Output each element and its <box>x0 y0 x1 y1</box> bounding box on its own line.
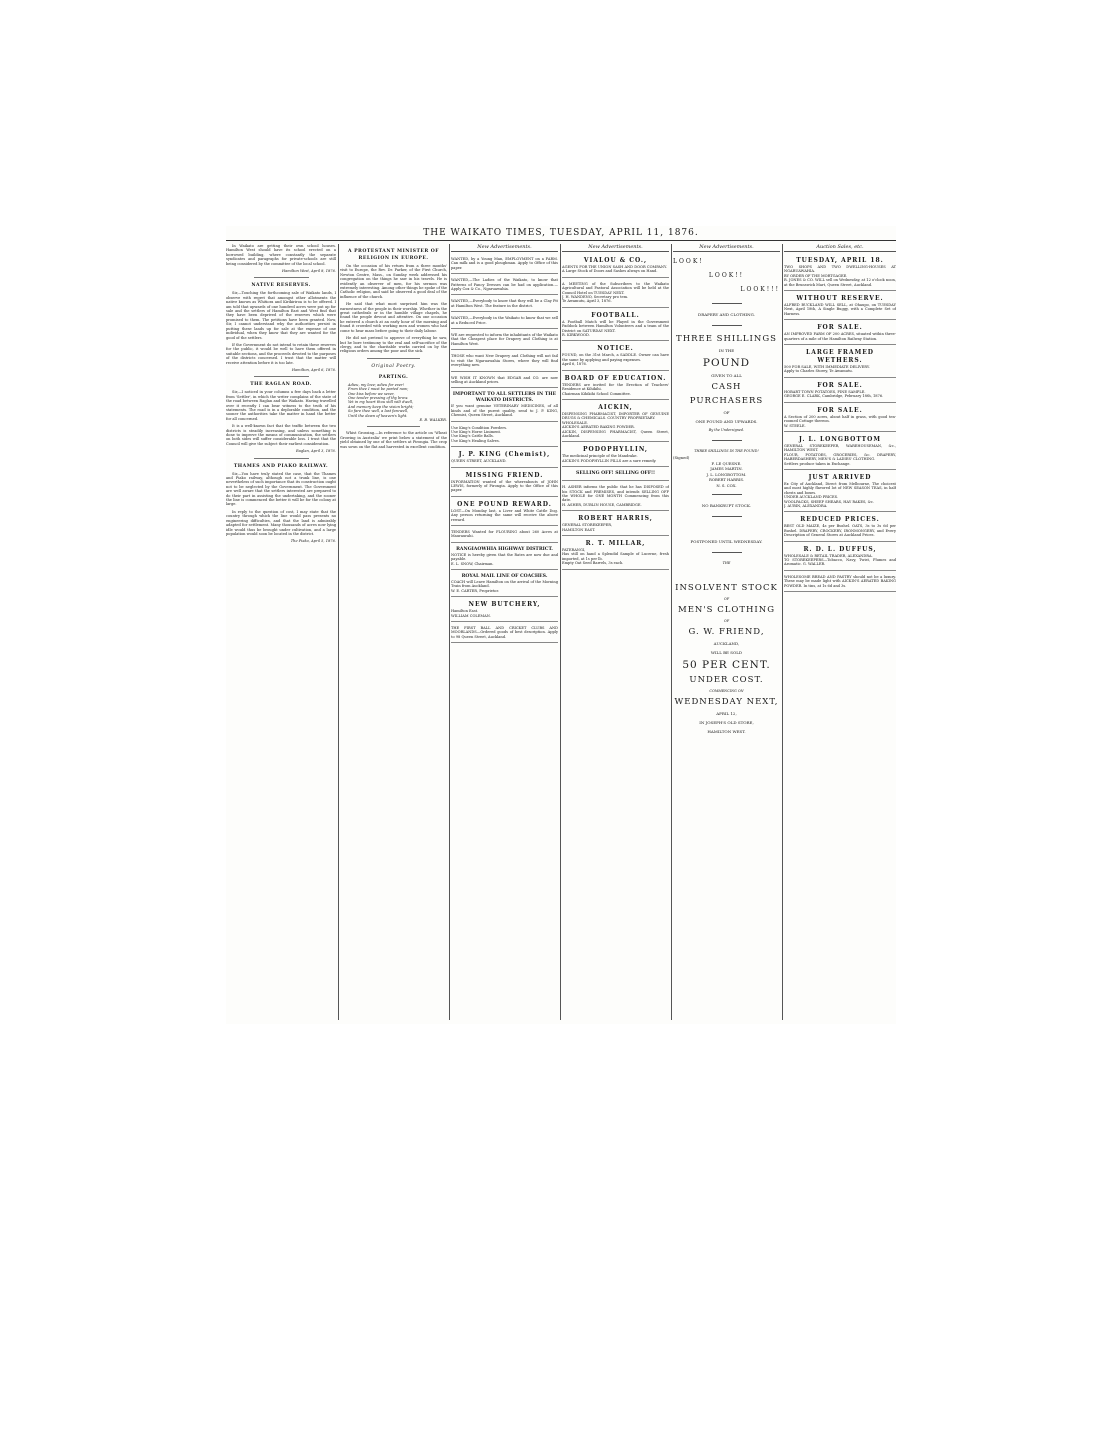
ad-text: AN IMPROVED FARM OF 200 ACRES, situated within three-quarters of a mile of the Hamilton Railway Station. <box>784 332 896 341</box>
column-letters <box>226 244 336 1020</box>
ad-text: J. H. WANDENO, Secretary pro tem. <box>562 295 629 300</box>
no-bankrupt-text: NO BANKRUPT STOCK. <box>701 503 752 508</box>
ad-text: AGENTS FOR THE UNION SASH AND DOOR COMPANY. <box>562 265 668 269</box>
advertisement <box>784 255 896 291</box>
ad-text: Chairman Kihikihi School Committee. <box>562 391 631 396</box>
advertisement <box>451 449 558 467</box>
of-text: OF <box>723 410 730 415</box>
ad-text: WOOLPACKS, SHEEP SHEARS, HAY RAKES, &c. <box>784 499 874 504</box>
advertisement <box>784 472 896 512</box>
ad-title: RANGIAOWHIA HIGHWAY DISTRICT. <box>456 546 553 552</box>
article-title: A PROTESTANT MINISTER OF RELIGION IN EUROPE. <box>347 249 440 261</box>
ad-text: THOSE who want New Drapery and Clothing will not fail to visit the Ngaruawahia Stores, where they will find everything new. <box>451 354 558 368</box>
paragraph: He said that what most surprised him was the earnestness of the people in their worship. Whether in the great cathedrals or in the humble village chapels, he found the people devout and attentive. On one occasion he entered a church at an early hour of the morning and found it crowded with working men and women who had come to hear mass before going to their daily labour. <box>340 302 447 333</box>
drapery-heading: DRAPERY AND CLOTHING. <box>698 312 755 317</box>
ad-text: W. E. CARTER, Proprietor. <box>451 588 499 593</box>
given-text: GIVEN TO ALL <box>711 373 742 378</box>
divider <box>712 440 742 441</box>
advertisement <box>451 255 558 274</box>
look-heading: LOOK!!! <box>740 286 780 293</box>
ad-text: WILLIAM COLEMAN. <box>451 613 491 618</box>
mens-clothing-heading: MEN'S CLOTHING <box>678 605 775 615</box>
poem-line: So fare thee well, a last farewell, <box>348 409 409 414</box>
column-auction <box>784 244 896 1020</box>
advertisement <box>451 572 558 597</box>
advertisement <box>562 444 669 467</box>
ad-text: FLOUR, POTATOES, GROCERIES, &c. DRAPERY, HABERDASHERY, MEN'S & LADIES' CLOTHING. <box>784 452 896 462</box>
paragraph: Hamilton, April 6, 1876. <box>291 367 336 372</box>
advertisement <box>451 545 558 570</box>
ad-text: INFORMATION wanted of the whereabouts of JOHN LEWIS, formerly of Pirongia. Apply to the Office of this paper. <box>451 479 558 493</box>
divider <box>712 516 742 517</box>
paragraph: The Piako, April 5, 1876. <box>290 539 336 544</box>
divider <box>712 494 742 495</box>
divider <box>367 426 421 427</box>
ad-text: TO STOREKEEPERS—Tobacco, Navy, Twist, Plumes and Aromatic. G. WALLER. <box>784 558 896 567</box>
poem-title: PARTING. <box>378 374 409 380</box>
advertisement <box>562 538 669 570</box>
cash-purchasers-heading: CASH PURCHASERS <box>689 382 764 406</box>
advertisement <box>784 293 896 320</box>
postponed-text: POSTPONED UNTIL WEDNESDAY. <box>690 539 763 544</box>
divider <box>254 458 309 459</box>
ad-text: 500 FOR SALE, WITH IMMEDIATE DELIVERY. <box>784 365 870 370</box>
advertisement <box>784 347 896 378</box>
ad-title: NOTICE. <box>597 345 634 353</box>
advertisement <box>784 322 896 345</box>
signer: N. S. COX. <box>716 482 737 488</box>
will-be-sold-text: WILL BE SOLD <box>710 650 743 655</box>
ad-text: UNDER AUCKLAND PRICES. <box>784 495 839 500</box>
ad-title: ROYAL MAIL LINE OF COACHES. <box>461 574 548 580</box>
advertisement <box>784 434 896 470</box>
column-header: New Advertisements. <box>562 244 669 252</box>
ad-text: HAMILTON EAST. <box>562 527 596 532</box>
ad-text: FOUND, on the 31st March, a SADDLE. Owner can have the same by applying and paying expenses. <box>562 353 669 362</box>
section-title: THE RAGLAN ROAD. <box>250 382 312 388</box>
poetry-section-title: Original Poetry. <box>371 363 416 369</box>
newspaper-page <box>226 226 896 1024</box>
ad-text: BY ORDER OF THE MORTGAGEE. <box>784 273 848 278</box>
column-rule <box>671 244 672 1020</box>
ad-text: DISPENSING PHARMACIST, IMPORTER OF GENUINE DRUGS & CHEMICALS. COUNTRY PROPRIETARY. <box>562 411 669 421</box>
ad-text: Empty Oat Seed Barrels, 3s each. <box>562 561 624 566</box>
ad-title: REDUCED PRICES. <box>800 516 880 524</box>
advertisement <box>784 405 896 432</box>
ad-title: R. T. MILLAR, <box>585 540 646 547</box>
paragraph: In reply to the question of cost, I may state that the country through which the line would pass presents no engineering difficulties, and that the land is admirably adapted for settlement. Many thousands of acres now lying idle would thus be brought under cultivation, and a large population would soon be located in the district. <box>226 509 336 536</box>
divider <box>712 552 742 553</box>
ad-title: FOOTBALL. <box>591 311 640 319</box>
ad-title: AICKIN, <box>598 403 633 411</box>
ad-title: IMPORTANT TO ALL SETTLERS IN THE WAIKATO DISTRICTS. <box>452 392 557 404</box>
ad-text: A Football Match will be Played in the Government Paddock between Hamilton Volunteers and a team of the District on SATURDAY NEXT. <box>562 319 669 333</box>
ad-text: H. ASHER, DUBLIN HOUSE, CAMBRIDGE. <box>562 502 642 507</box>
ad-text: R. JONES & CO. WILL sell on Wednesday, at 12 o'clock noon, at the Brunswick Mart, Queen Street, Auckland. <box>784 278 896 287</box>
paragraph: Whist Grossing.—In reference to the article on 'Wheat Growing in Australia' we print below a statement of the yield obtained by one of the settlers at Pirongia. The crop was sown on the flat and harvested in excellent condition. <box>340 431 447 449</box>
advertisement <box>562 513 669 536</box>
column-rule <box>560 244 561 1020</box>
ad-text: BEST OLD MAIZE, 4s per Bushel. OATS, 3s to 3s 6d per Bushel. DRAPERY, CROCKERY, IRONMONGERY, and Every Description of General Stores at Auckland Prices. <box>784 524 896 538</box>
poem-line: Until the dawn of heaven's light. <box>348 413 408 418</box>
under-cost-heading: UNDER COST. <box>689 675 764 685</box>
advertisement <box>562 280 669 308</box>
advertisement <box>451 276 558 295</box>
ad-text: A MEETING of the Subscribers to the Waikato Agricultural and Pastoral Association will be held at the Council Hotel on TUESDAY NEXT. <box>562 281 669 295</box>
advertisement <box>784 380 896 403</box>
column-ads-2 <box>562 244 669 1020</box>
ad-text: E. L. SNOW, Chairman. <box>451 561 494 566</box>
paragraph: Sir,—You have truly stated the case, that the Thames and Piako railway, although not a trunk line, is one nevertheless of such importance that its construction ought not to be neglected by the Government. The Government are well aware that the settlers interested are prepared to do their part in assisting the undertaking, and the sooner the line is commenced the better it will be for the colony at large. <box>226 471 336 507</box>
ad-title: PODOPHYLLIN, <box>582 446 649 454</box>
advertisement <box>784 573 896 592</box>
paragraph: On the occasion of his return from a three months' visit to Europe, the Rev. Dr. Parker, of the First Church, Newton Centre, Mass., on Sunday week addressed his congregation on the things he saw in his travels. He is evidently an observer of men, for his sermon was extremely interesting. Among other things he spoke of the Catholic religion, and said he observed a good deal of the influence of the church. <box>340 264 447 299</box>
one-pound-text: ONE POUND AND UPWARDS. <box>695 419 758 424</box>
advertisement <box>562 373 669 400</box>
paragraph: He did not pretend to approve of everything he saw, but he bore testimony to the zeal and self-sacrifice of the clergy, and to the charitable works carried on by the religious orders among the poor and the sick. <box>340 336 447 354</box>
column-header: New Advertisements. <box>451 244 558 252</box>
ad-text: A Large Stock of Doors and Sashes always on Hand. <box>562 269 658 274</box>
ad-text: PATERANGI, <box>562 548 586 552</box>
advertisement <box>562 255 669 278</box>
paragraph: If the Government do not intend to retain these reserves for the public, it would be well to have them offered in suitable sections, and the proceeds devoted to the purposes of the districts concerned. I trust that the matter will receive attention before it is too late. <box>226 342 336 365</box>
commencing-text: COMMENCING ON <box>709 689 744 693</box>
insolvent-stock-heading: INSOLVENT STOCK <box>675 583 778 593</box>
ad-title: ONE POUND REWARD. <box>457 500 552 508</box>
ad-text: Has still on hand a Splendid Sample of Lucerne, fresh imported, at 1s per lb. <box>562 552 669 561</box>
ad-text: Hamilton East. <box>451 609 479 614</box>
advertisement <box>784 544 896 571</box>
ad-text: AICKIN, DISPENSING PHARMACIST, Queen Street, Auckland. <box>562 429 669 438</box>
in-the-text: IN THE <box>718 348 735 353</box>
advertisement <box>451 470 558 497</box>
ad-title: SELLING OFF! SELLING OFF!! <box>576 471 655 477</box>
ad-text: Settlers produce taken in Exchange. <box>784 461 851 466</box>
three-shillings-heading: THREE SHILLINGS <box>676 334 777 344</box>
column-rule <box>782 244 783 1020</box>
divider <box>254 277 309 278</box>
ad-text: WANTED,—Everybody to know that they will be a Clay Pit at Hamilton West. The feature in the district. <box>451 299 558 308</box>
paragraph: Sir,—I noticed in your columns a few days back a letter from 'Settler', in which the writer complains of the state of the road between Raglan and the Waikato. Having travelled over it recently I can bear witness to the truth of his statements. The road is in a deplorable condition, and the sooner the authorities take the matter in hand the better for all concerned. <box>226 390 336 421</box>
april-text: APRIL 12, <box>716 711 737 716</box>
ad-text: Use King's Healing Salves. <box>451 438 500 443</box>
ad-text: Use King's Cattle Balls. <box>451 434 494 439</box>
ad-text: Apply to Charles Storey, Te Awamutu. <box>784 369 853 374</box>
divider <box>367 358 421 359</box>
advertisement <box>451 297 558 312</box>
section-title: NATIVE RESERVES. <box>251 283 311 289</box>
store-text: IN JOSEPH'S OLD STORE, <box>699 720 754 725</box>
ad-text: W. STEELE. <box>784 423 806 428</box>
divider <box>712 303 742 304</box>
ad-text: WHOLESOME BREAD AND PASTRY should not be a luxury. These may be made light with AICKIN'S AERATED BAKING POWDER. In tins, at 1s 6d and 3s. <box>784 574 896 588</box>
ad-text: AICKIN'S PODOPHYLLIN PILLS are a sure remedy. <box>562 458 657 463</box>
ad-text: WE are requested to inform the inhabitants of the Waikato that the Cheapest place for Drapery and Clothing is at Hamilton West. <box>451 333 558 346</box>
poem-line: One kiss before we sever, <box>348 391 395 396</box>
advertisement <box>451 424 558 448</box>
ad-text: WE WISH IT KNOWN that EDGAR and CO. are now selling at Auckland prices. <box>451 375 558 384</box>
advertisement <box>784 514 896 541</box>
advertisement <box>562 310 669 342</box>
ad-text: THE FIRST BALL AND CRICKET CLUBS AND MOORLANDS—Ordered goods of best description. Apply to 98 Queen Street, Auckland. <box>451 626 558 639</box>
ad-text: TWO SHOPS AND TWO DWELLING-HOUSES AT NGARUAWAHIA. <box>784 265 896 274</box>
ad-text: QUEEN STREET, AUCKLAND. <box>451 459 507 464</box>
ad-text: WANTED,—The Ladies of the Waikato, to know that Patterns of Fancy Dresses can be had on application.—Apply Cox & Co., Ngaruawahia. <box>451 278 558 292</box>
advertisement <box>451 352 558 371</box>
poem-line: From thee I must be parted now; <box>348 387 409 392</box>
ad-text: ALFRED BUCKLAND WILL SELL, at Ohaupo, on TUESDAY Next, April 18th, A Single Buggy, with a Complete Set of Harness. <box>784 303 896 316</box>
advertisement <box>562 469 669 481</box>
of-text: OF <box>723 619 730 623</box>
advertisement <box>451 314 558 329</box>
ad-title: R. D. L. DUFFUS, <box>803 545 877 553</box>
look-heading: LOOK! <box>673 258 704 265</box>
ad-text: R. KIRKWOOD. <box>562 333 590 338</box>
column-ads-1 <box>451 244 558 1020</box>
signer-list <box>673 461 780 489</box>
divider <box>254 376 309 377</box>
signer: F. LE QUESNE. <box>711 460 742 466</box>
ad-text: J. AUBIN, ALEXANDRA. <box>784 503 828 508</box>
ad-text: H. ASHER informs the public that he has DISPOSED of his STOCK and PREMISES, and intends SELLING OFF the WHOLE for ONE MONTH Commencing from this date. <box>562 485 669 503</box>
ad-text: GEORGE E. CLARK, Cambridge, February 18th, 1876. <box>784 394 884 399</box>
by-undersigned-text: By the Undersigned. <box>708 428 745 432</box>
ad-title: WITHOUT RESERVE. <box>796 295 884 303</box>
advertisement <box>451 331 558 350</box>
hamilton-text: HAMILTON WEST. <box>707 729 746 734</box>
poem-line: Yet in my heart thou still wilt dwell, <box>348 400 414 405</box>
ad-text: If you want genuine VETERINARY MEDICINES, of all kinds and of the purest quality, send to J. P. KING, Chemist, Queen Street, Auckland. <box>451 404 558 418</box>
advertisement <box>451 528 558 543</box>
masthead: THE WAIKATO TIMES, TUESDAY, APRIL 11, 1876. <box>226 226 896 241</box>
advertisement <box>451 499 558 526</box>
column-rule <box>338 244 339 1020</box>
of-text: OF <box>723 597 730 601</box>
column-header: Auction Sales, etc. <box>784 244 896 252</box>
ad-text: COACH will Leave Hamilton on the arrival of the Morning Train from Auckland. <box>451 580 558 589</box>
advertisement <box>562 483 669 511</box>
ad-text: TENDERS are invited for the Erection of Teachers' Residence at Kihikihi. <box>562 382 669 392</box>
advertisement <box>562 402 669 442</box>
ad-title: J. L. LONGBOTTOM <box>799 435 881 443</box>
paragraph: Sir,—Touching the forthcoming sale of Waikato lands, I observe with regret that amongst other allotments the native known as Whitiora and Kirikiriroa is to be offered. I am told that upwards of one hundred acres were put up for sale and the settlers of Hamilton East and West find that they have been deprived of the reserves which were promised to them. The petitions have been granted. Now, Sir, I cannot understand why the authorities persist in putting these lands up for sale at the expense of one individual, when they know that they are wanted for the good of the settlers. <box>226 291 336 340</box>
ad-text: The medicinal principle of the Mandrake. <box>562 454 638 459</box>
paragraph: Hamilton West, April 8, 1876. <box>281 269 336 274</box>
signed-label: (Signed) <box>673 455 690 460</box>
paragraph: In Waikato are getting their own school houses. Hamilton West should have its school erected on a borrowed building, where constantly the separate syndicates and paragraphs for private-schools are still being considered by the committee of the local school. <box>226 244 336 266</box>
ad-text: Use King's Horse Liniment. <box>451 429 502 434</box>
advertisement <box>451 624 558 643</box>
ad-text: GENERAL STOREKEEPER, <box>562 523 613 528</box>
divider <box>712 325 742 326</box>
signer: JAMES MARTIN. <box>710 466 743 471</box>
ad-title: FOR SALE. <box>817 381 863 389</box>
column-rule <box>449 244 450 1020</box>
the-text: THE <box>722 561 731 565</box>
advertisement <box>451 374 558 389</box>
ad-title: JUST ARRIVED <box>808 473 872 481</box>
ad-title: J. P. KING (Chemist), <box>458 451 551 459</box>
ad-text: Te Awamutu, April 3, 1876. <box>562 299 612 304</box>
section-title: THAMES AND PIAKO RAILWAY. <box>233 463 329 469</box>
ad-text: WHOLESALE. <box>562 420 588 425</box>
advertisement <box>451 390 558 421</box>
advertisement <box>451 599 558 622</box>
ad-text: WANTED, by a Young Man, EMPLOYMENT on a FARM. Can milk and is a good ploughman. Apply to Office of this paper. <box>451 257 558 270</box>
poem-signature: E. B. WALKER. <box>419 417 447 422</box>
ad-title: BOARD OF EDUCATION. <box>564 374 667 382</box>
ad-title: NEW BUTCHERY, <box>468 601 541 609</box>
paragraph: Raglan, April 3, 1876. <box>295 449 336 454</box>
fifty-per-cent-heading: 50 PER CENT. <box>682 659 771 671</box>
ad-title: VIALOU & CO., <box>583 257 648 264</box>
ad-title: FOR SALE. <box>817 406 863 414</box>
pound-heading: POUND <box>702 357 751 369</box>
ad-text: WHOLESALE & RETAIL TRADER, ALEXANDRA. <box>784 553 873 558</box>
friend-heading: G. W. FRIEND, <box>688 627 765 637</box>
ad-text: WANTED,—Everybody in the Waikato to know that we sell at a Reduced Price. <box>451 316 558 325</box>
ad-text: Use King's Condition Powders. <box>451 425 508 430</box>
poem-line: Adieu, my love; adieu for ever! <box>348 382 405 387</box>
advertisement <box>562 343 669 370</box>
column-header: New Advertisements. <box>673 244 780 252</box>
ad-title: LARGE FRAMED WETHERS. <box>806 349 874 365</box>
ad-title: MISSING FRIEND. <box>465 471 544 479</box>
ad-text: LOST—On Monday last, a Liver and White Cattle Dog. Any person returning the same will receive the above reward. <box>451 508 558 522</box>
ad-title: FOR SALE. <box>817 324 863 332</box>
ad-text: Ex City of Auckland, Direct from Melbourne, The choicest and most highly flavored lot of NEW SEASON TEAS, in half chests and boxes. <box>784 481 896 495</box>
three-shillings-small: THREE SHILLINGS IN THE POUND! <box>694 449 759 453</box>
ad-title: ROBERT HARRIS, <box>578 515 653 523</box>
ad-text: April 6, 1876. <box>562 362 587 367</box>
ad-text: AICKIN'S AERATED BAKING POWDER. <box>562 425 635 430</box>
ad-text: A Section of 200 acres, about half in grass, with good ten-roomed Cottage thereon. <box>784 414 896 424</box>
ad-text: NOTICE is hereby given that the Rates are now due and payable. <box>451 552 558 562</box>
ad-text: TENDERS Wanted for FLOURING about 260 Acres at Mauraurahi. <box>451 530 558 539</box>
signer: J. L. LONGBOTTOM. <box>706 471 747 477</box>
signer: ROBERT HARRIS. <box>708 477 744 482</box>
ad-title: TUESDAY, APRIL 18. <box>796 257 884 264</box>
poem-line: And memory keep the vision bright; <box>348 404 414 409</box>
column-drapery-ad <box>673 244 780 1020</box>
paragraph: It is a well-known fact that the traffic between the two districts is steadily increasing, and unless something is done to improve the means of communication, the settlers on both sides will suffer considerable loss. I trust that the Council will give the subject their earliest consideration. <box>226 424 336 446</box>
column-article <box>340 244 447 1020</box>
ad-text: HOBART TOWN POTATOES, FINE SAMPLE. <box>784 389 866 394</box>
wednesday-heading: WEDNESDAY NEXT, <box>674 697 779 707</box>
ad-text: GENERAL STOREKEEPER, WAREHOUSEMAN, &c., HAMILTON WEST. <box>784 443 896 453</box>
auckland-text: AUCKLAND, <box>713 641 740 646</box>
look-heading: LOOK!! <box>708 272 745 279</box>
poem-line: One tender pressing of thy brow. <box>348 395 408 400</box>
